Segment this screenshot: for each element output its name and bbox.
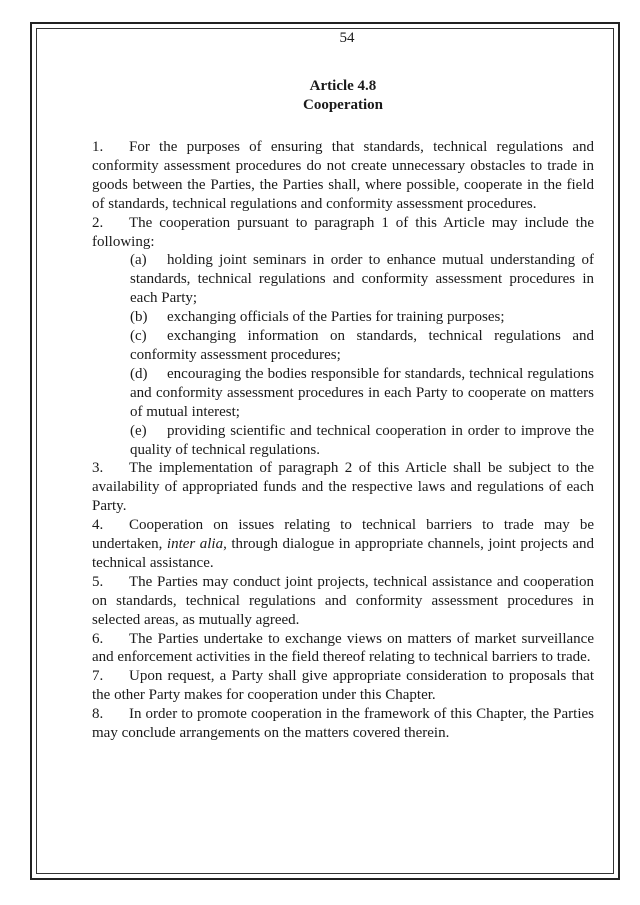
subitem-text: providing scientific and technical cooperation in order to improve the quality of technical regulations. — [130, 422, 594, 458]
article-heading — [92, 77, 594, 115]
paragraph-text: Cooperation on issues relating to technical barriers to trade may be undertaken, — [92, 517, 594, 553]
document-content — [92, 30, 594, 743]
paragraph-5 — [92, 573, 594, 630]
italic-phrase: inter alia — [166, 536, 224, 553]
paragraph-number: 6. — [92, 630, 104, 647]
paragraph-2 — [92, 214, 594, 252]
article-title: Cooperation — [303, 97, 383, 113]
paragraph-number: 3. — [92, 460, 104, 477]
subitem-a — [130, 251, 594, 308]
paragraph-text: Upon request, a Party shall give appropriate consideration to proposals that the other Party makes for cooperation under this Chapter. — [92, 668, 594, 704]
paragraph-text: For the purposes of ensuring that standards, technical regulations and conformity assessment procedures do not create unnecessary obstacles to trade in goods between the Parties, the Parties shall, where possible, cooperate in the field of standards, technical regulations and conformity assessment procedures. — [92, 139, 594, 212]
subitem-d — [130, 365, 594, 422]
paragraph-number: 7. — [92, 668, 104, 685]
paragraph-text: The implementation of paragraph 2 of this Article shall be subject to the availability of appropriated funds and the respective laws and regulations of each Party. — [92, 460, 594, 515]
subitem-text: exchanging officials of the Parties for training purposes; — [167, 309, 505, 326]
paragraph-7 — [92, 667, 594, 705]
paragraph-8 — [92, 705, 594, 743]
paragraph-3 — [92, 459, 594, 516]
paragraph-text: The Parties may conduct joint projects, technical assistance and cooperation on standards, technical regulations and conformity assessment procedures in selected areas, as mutually agreed. — [92, 573, 594, 628]
paragraph-text: The cooperation pursuant to paragraph 1 of this Article may include the following: — [92, 214, 594, 250]
paragraph-4 — [92, 516, 594, 573]
subitem-text: encouraging the bodies responsible for standards, technical regulations and conformity assessment procedures in each Party to cooperate on matters of mutual interest; — [130, 365, 594, 420]
subitem-letter: (e) — [130, 422, 147, 439]
subitem-text: exchanging information on standards, technical regulations and conformity assessment procedures; — [130, 328, 594, 363]
page-number: 54 — [339, 30, 355, 46]
paragraph-text: In order to promote cooperation in the framework of this Chapter, the Parties may conclude arrangements on the matters covered therein. — [92, 706, 594, 742]
paragraph-number: 8. — [92, 706, 104, 723]
article-number: Article 4.8 — [309, 78, 377, 94]
paragraph-6 — [92, 630, 594, 668]
subitem-letter: (d) — [130, 365, 148, 382]
paragraph-text: The Parties undertake to exchange views on matters of market surveillance and enforcement activities in the field thereof relating to technical barriers to trade. — [92, 630, 594, 666]
article-body — [92, 138, 594, 743]
subitem-letter: (b) — [130, 309, 148, 326]
subitem-text: holding joint seminars in order to enhance mutual understanding of standards, technical regulations and conformity assessment procedures in each Party; — [130, 252, 594, 307]
subitem-b — [130, 308, 594, 327]
paragraph-1 — [92, 138, 594, 214]
subitem-letter: (a) — [130, 252, 147, 269]
paragraph-number: 5. — [92, 573, 104, 590]
paragraph-number: 2. — [92, 214, 104, 231]
subitem-letter: (c) — [130, 328, 147, 345]
subitem-e — [130, 422, 594, 460]
subitem-c — [130, 327, 594, 365]
paragraph-text-continued: , through dialogue in appropriate channels, joint projects and technical assistance. — [92, 536, 595, 571]
paragraph-number: 1. — [92, 139, 104, 155]
paragraph-number: 4. — [92, 517, 104, 534]
